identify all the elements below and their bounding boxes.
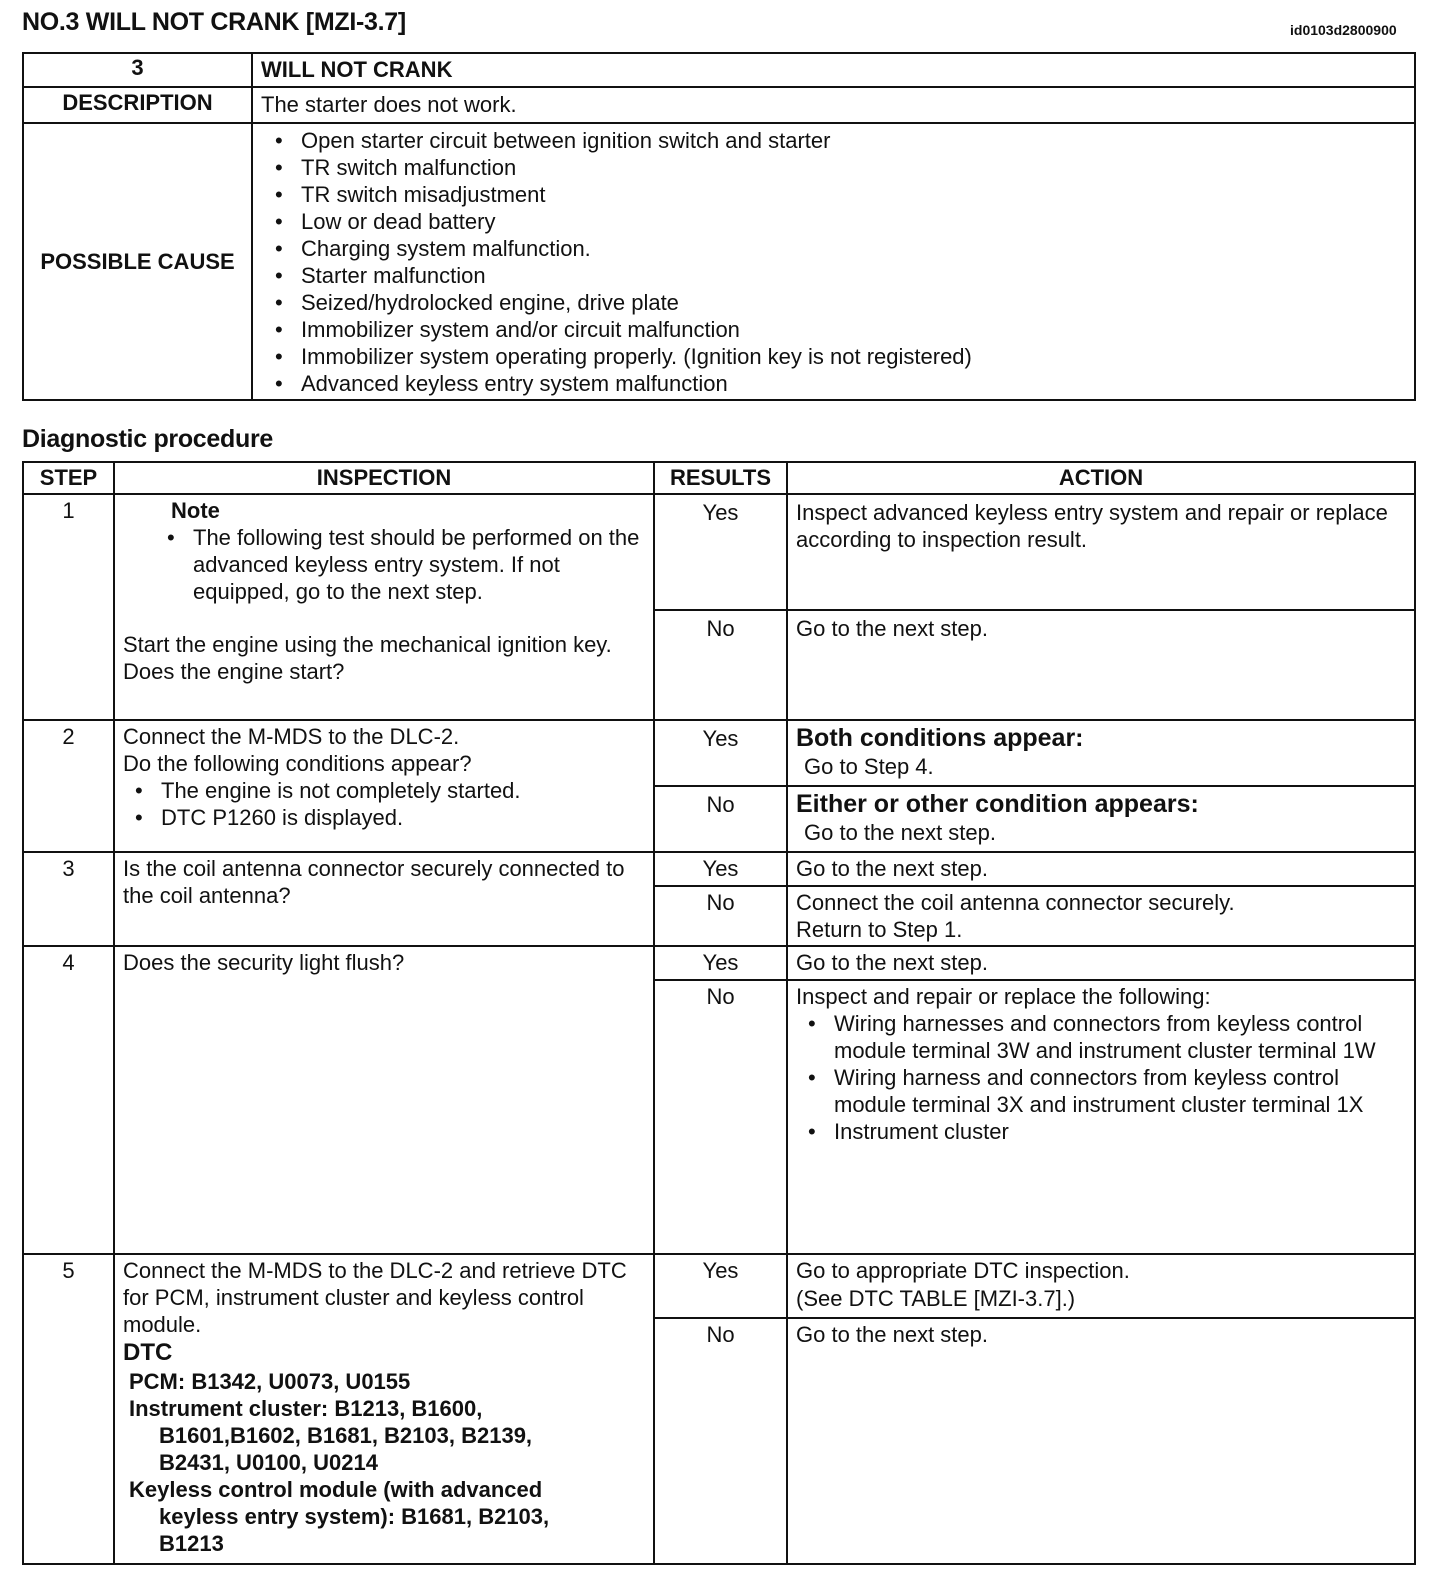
summary-number: 3 bbox=[23, 53, 252, 87]
header-step: STEP bbox=[23, 462, 114, 494]
list-item: • DTC P1260 is displayed. bbox=[161, 804, 645, 831]
step-number: 5 bbox=[23, 1254, 114, 1564]
action-heading: Both conditions appear: bbox=[796, 724, 1084, 752]
action-text: Return to Step 1. bbox=[796, 917, 963, 942]
step-2-inspection bbox=[114, 720, 654, 852]
description-label: DESCRIPTION bbox=[23, 87, 252, 123]
dtc-keyless-module-codes: B1213 bbox=[159, 1531, 224, 1556]
condition-list bbox=[123, 777, 645, 831]
action-heading: Either or other condition appears: bbox=[796, 790, 1199, 818]
header-action: ACTION bbox=[787, 462, 1415, 494]
dtc-instrument-cluster-codes: B1601,B1602, B1681, B2103, B2139, bbox=[159, 1423, 533, 1448]
page-title: NO.3 WILL NOT CRANK [MZI-3.7] bbox=[22, 8, 406, 36]
table-row bbox=[23, 1254, 1415, 1318]
list-item: • Instrument cluster bbox=[834, 1118, 1406, 1145]
action-no bbox=[787, 886, 1415, 946]
action-no bbox=[787, 980, 1415, 1254]
document-id: id0103d2800900 bbox=[1290, 22, 1397, 38]
procedure-table bbox=[22, 461, 1416, 1565]
action-text: Go to Step 4. bbox=[804, 754, 934, 779]
inspection-text: Connect the M-MDS to the DLC-2 and retrieve DTC for PCM, instrument cluster and keyless control module. bbox=[123, 1258, 627, 1337]
note-label: Note bbox=[171, 498, 220, 523]
action-yes bbox=[787, 1254, 1415, 1318]
possible-cause-label: POSSIBLE CAUSE bbox=[23, 123, 252, 400]
inspection-text: Connect the M-MDS to the DLC-2. bbox=[123, 724, 460, 749]
result-yes: Yes bbox=[654, 852, 787, 886]
cause-list bbox=[261, 127, 1406, 397]
list-item: • TR switch misadjustment bbox=[301, 181, 1406, 208]
step-number: 3 bbox=[23, 852, 114, 946]
inspection-question: Do the following conditions appear? bbox=[123, 751, 472, 776]
result-yes: Yes bbox=[654, 720, 787, 786]
note-list bbox=[123, 524, 645, 605]
result-no: No bbox=[654, 1318, 787, 1564]
summary-table bbox=[22, 52, 1416, 401]
action-yes bbox=[787, 720, 1415, 786]
list-item: • Wiring harnesses and connectors from keyless control module terminal 3W and instrument cluster terminal 1W bbox=[834, 1010, 1406, 1064]
table-row bbox=[23, 852, 1415, 886]
repair-list bbox=[796, 1010, 1406, 1145]
list-item: • Advanced keyless entry system malfunction bbox=[301, 370, 1406, 397]
section-title: Diagnostic procedure bbox=[22, 425, 273, 453]
action-yes: Go to the next step. bbox=[787, 852, 1415, 886]
dtc-pcm: PCM: B1342, U0073, U0155 bbox=[129, 1369, 411, 1394]
header-inspection: INSPECTION bbox=[114, 462, 654, 494]
result-no: No bbox=[654, 886, 787, 946]
list-item: • Starter malfunction bbox=[301, 262, 1406, 289]
result-yes: Yes bbox=[654, 946, 787, 980]
dtc-keyless-module: Keyless control module (with advanced bbox=[129, 1477, 543, 1502]
action-text: Go to appropriate DTC inspection. bbox=[796, 1258, 1130, 1283]
list-item: • Immobilizer system and/or circuit malfunction bbox=[301, 316, 1406, 343]
dtc-instrument-cluster: Instrument cluster: B1213, B1600, bbox=[129, 1396, 483, 1421]
action-yes: Go to the next step. bbox=[787, 946, 1415, 980]
dtc-instrument-cluster-codes: B2431, U0100, U0214 bbox=[159, 1450, 378, 1475]
table-row bbox=[23, 720, 1415, 786]
possible-cause-cell bbox=[252, 123, 1415, 400]
inspection-text: Is the coil antenna connector securely connected to the coil antenna? bbox=[114, 852, 654, 946]
list-item: • Open starter circuit between ignition switch and starter bbox=[301, 127, 1406, 154]
action-no bbox=[787, 786, 1415, 852]
action-text: Go to the next step. bbox=[804, 820, 997, 845]
action-no: Go to the next step. bbox=[787, 610, 1415, 720]
header-results: RESULTS bbox=[654, 462, 787, 494]
action-no: Go to the next step. bbox=[787, 1318, 1415, 1564]
result-yes: Yes bbox=[654, 1254, 787, 1318]
list-item: • Seized/hydrolocked engine, drive plate bbox=[301, 289, 1406, 316]
dtc-keyless-module-codes: keyless entry system): B1681, B2103, bbox=[159, 1504, 550, 1529]
list-item: • The following test should be performed on the advanced keyless entry system. If not equipped, go to the next step. bbox=[193, 524, 645, 605]
table-header-row bbox=[23, 462, 1415, 494]
table-row bbox=[23, 494, 1415, 610]
list-item: • Low or dead battery bbox=[301, 208, 1406, 235]
list-item: • Immobilizer system operating properly. (Ignition key is not registered) bbox=[301, 343, 1406, 370]
list-item: • Wiring harness and connectors from keyless control module terminal 3X and instrument cluster terminal 1X bbox=[834, 1064, 1406, 1118]
result-no: No bbox=[654, 980, 787, 1254]
action-yes: Inspect advanced keyless entry system and repair or replace according to inspection result. bbox=[787, 494, 1415, 610]
summary-name: WILL NOT CRANK bbox=[252, 53, 1415, 87]
dtc-label: DTC bbox=[123, 1339, 173, 1366]
inspection-text: Does the security light flush? bbox=[114, 946, 654, 1254]
inspection-text: Start the engine using the mechanical ignition key. bbox=[123, 632, 612, 657]
step-number: 4 bbox=[23, 946, 114, 1254]
action-text: Connect the coil antenna connector securely. bbox=[796, 890, 1235, 915]
step-5-inspection bbox=[114, 1254, 654, 1564]
action-text: (See DTC TABLE [MZI-3.7].) bbox=[796, 1286, 1076, 1311]
list-item: • The engine is not completely started. bbox=[161, 777, 645, 804]
result-no: No bbox=[654, 786, 787, 852]
action-text: Inspect and repair or replace the following: bbox=[796, 984, 1211, 1009]
step-number: 2 bbox=[23, 720, 114, 852]
result-no: No bbox=[654, 610, 787, 720]
list-item: • TR switch malfunction bbox=[301, 154, 1406, 181]
step-number: 1 bbox=[23, 494, 114, 720]
list-item: • Charging system malfunction. bbox=[301, 235, 1406, 262]
step-1-inspection bbox=[114, 494, 654, 720]
inspection-question: Does the engine start? bbox=[123, 659, 345, 684]
description-text: The starter does not work. bbox=[252, 87, 1415, 123]
result-yes: Yes bbox=[654, 494, 787, 610]
table-row bbox=[23, 946, 1415, 980]
